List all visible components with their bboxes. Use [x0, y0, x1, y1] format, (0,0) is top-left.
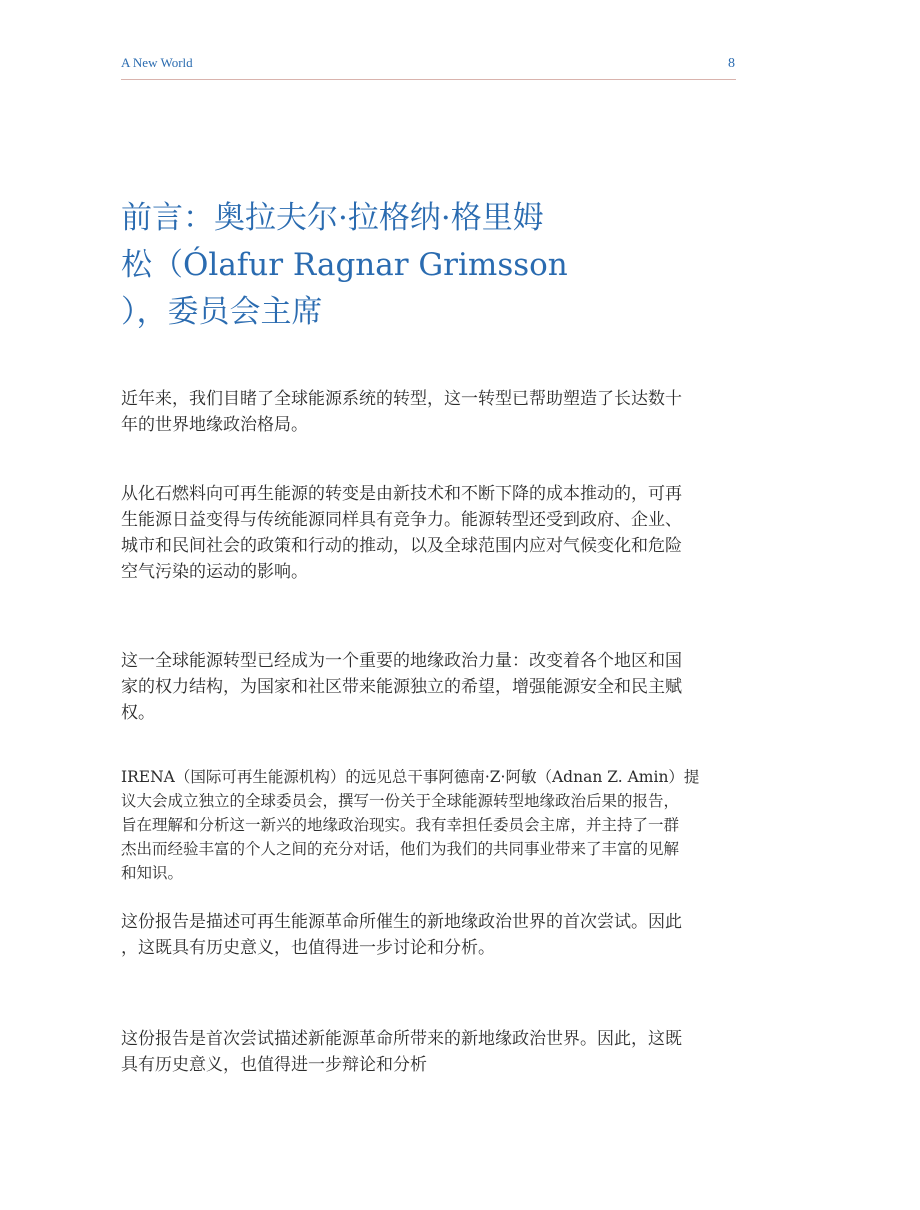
page-number: 8: [728, 56, 735, 71]
paragraph-2: 从化石燃料向可再生能源的转变是由新技术和不断下降的成本推动的，可再 生能源日益变得与传统能源同样具有竞争力。能源转型还受到政府、企业、 城市和民间社会的政策和行动的推动，以及全球范围内应对气候变化和危险 空气污染的运动的影响。: [121, 484, 682, 582]
paragraph-3: 这一全球能源转型已经成为一个重要的地缘政治力量：改变着各个地区和国 家的权力结构，为国家和社区带来能源独立的希望，增强能源安全和民主赋 权。: [121, 651, 682, 723]
paragraph-4: IRENA（国际可再生能源机构）的远见总干事阿德南·Z·阿敏（Adnan Z. Amin）提 议大会成立独立的全球委员会，撰写一份关于全球能源转型地缘政治后果的报告， 旨在理解和分析这一新兴的地缘政治现实。我有幸担任委员会主席，并主持了一群 杰出而经验丰富的个人之间的充分对话，他们为我们的共同事业带来了丰富的见解 和知识。: [121, 768, 700, 882]
page-header: [121, 52, 736, 80]
paragraph-5: 这份报告是描述可再生能源革命所催生的新地缘政治世界的首次尝试。因此 ，这既具有历史意义，也值得进一步讨论和分析。: [121, 912, 682, 958]
section-title: 前言：奥拉夫尔·拉格纳·格里姆 松（Ólafur Ragnar Grimsson ），委员会主席: [121, 200, 568, 330]
paragraph-1: 近年来，我们目睹了全球能源系统的转型，这一转型已帮助塑造了长达数十 年的世界地缘政治格局。: [121, 389, 682, 435]
paragraph-6: 这份报告是首次尝试描述新能源革命所带来的新地缘政治世界。因此，这既 具有历史意义，也值得进一步辩论和分析: [121, 1029, 682, 1075]
running-title: A New World: [121, 55, 193, 70]
